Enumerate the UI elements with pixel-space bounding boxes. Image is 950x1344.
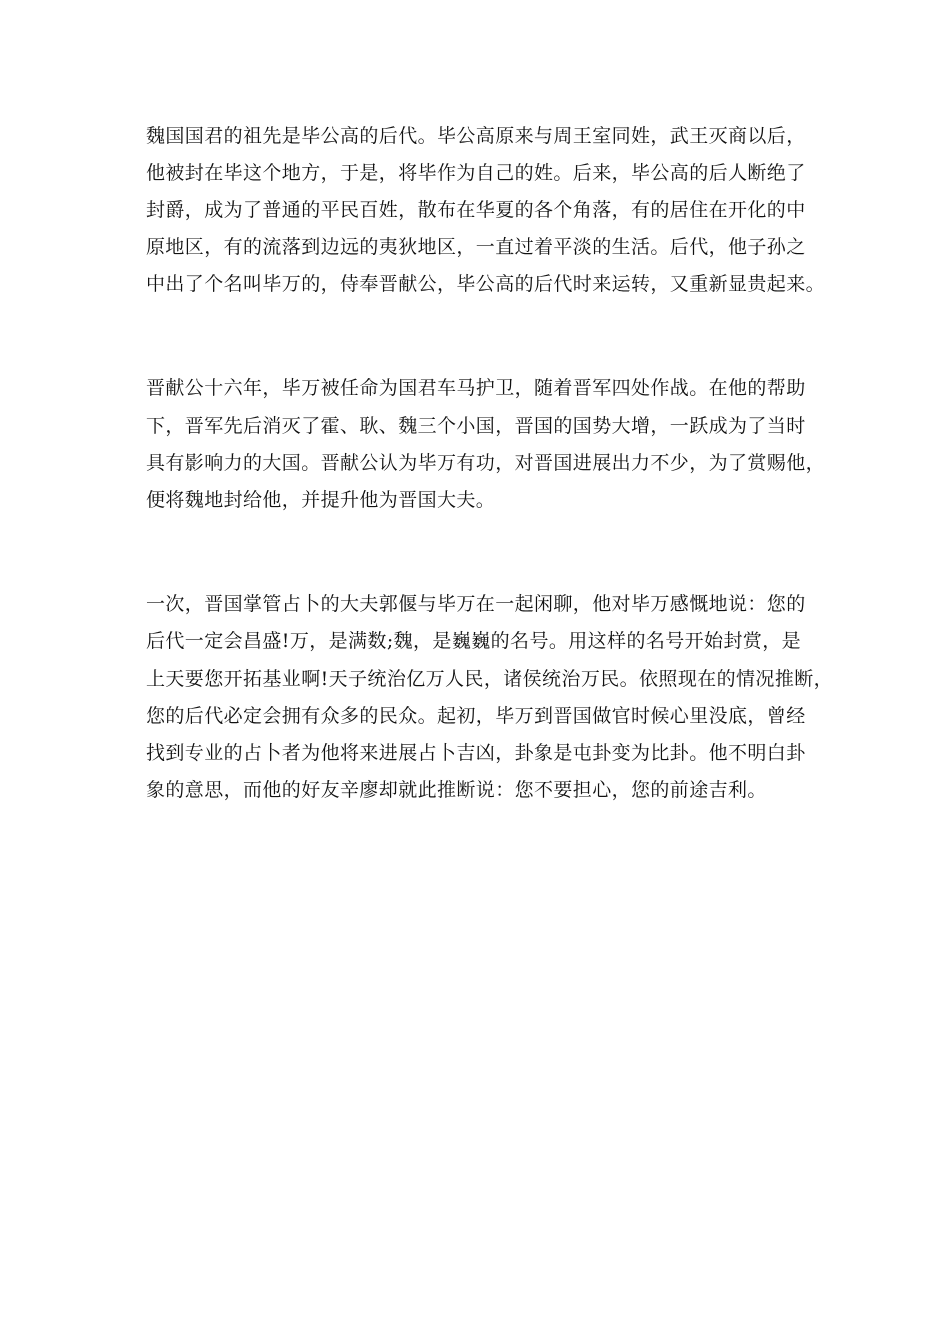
paragraph-3-line-6: 象的意思，而他的好友辛廖却就此推断说：您不要担心，您的前途吉利。 xyxy=(146,779,767,801)
paragraph-3-line-2: 后代一定会昌盛!万，是满数;魏，是巍巍的名号。用这样的名号开始封赏，是 xyxy=(146,630,802,652)
paragraph-2-line-2: 下，晋军先后消灭了霍、耿、魏三个小国，晋国的国势大增，一跃成为了当时 xyxy=(146,415,806,437)
paragraph-1-line-4: 原地区，有的流落到边远的夷狄地区，一直过着平淡的生活。后代，他子孙之 xyxy=(146,236,806,258)
paragraph-1-line-5: 中出了个名叫毕万的，侍奉晋献公，毕公高的后代时来运转，又重新显贵起来。 xyxy=(146,273,826,295)
paragraph-2-line-3: 具有影响力的大国。晋献公认为毕万有功，对晋国进展出力不少，为了赏赐他， xyxy=(146,452,826,474)
paragraph-3-line-1: 一次，晋国掌管占卜的大夫郭偃与毕万在一起闲聊，他对毕万感慨地说：您的 xyxy=(146,593,806,615)
paragraph-3-line-4: 您的后代必定会拥有众多的民众。起初，毕万到晋国做官时候心里没底，曾经 xyxy=(146,705,806,727)
paragraph-3-line-5: 找到专业的占卜者为他将来进展占卜吉凶，卦象是屯卦变为比卦。他不明白卦 xyxy=(146,742,806,764)
paragraph-2-line-1: 晋献公十六年，毕万被任命为国君车马护卫，随着晋军四处作战。在他的帮助 xyxy=(146,377,806,399)
paragraph-3-line-3: 上天要您开拓基业啊!天子统治亿万人民，诸侯统治万民。依照现在的情况推断， xyxy=(146,668,834,690)
paragraph-2-line-4: 便将魏地封给他，并提升他为晋国大夫。 xyxy=(146,489,496,511)
paragraph-1-line-1: 魏国国君的祖先是毕公高的后代。毕公高原来与周王室同姓，武王灭商以后， xyxy=(146,125,806,147)
paragraph-1-line-3: 封爵，成为了普通的平民百姓，散布在华夏的各个角落，有的居住在开化的中 xyxy=(146,199,806,221)
paragraph-1-line-2: 他被封在毕这个地方，于是，将毕作为自己的姓。后来，毕公高的后人断绝了 xyxy=(146,162,806,184)
